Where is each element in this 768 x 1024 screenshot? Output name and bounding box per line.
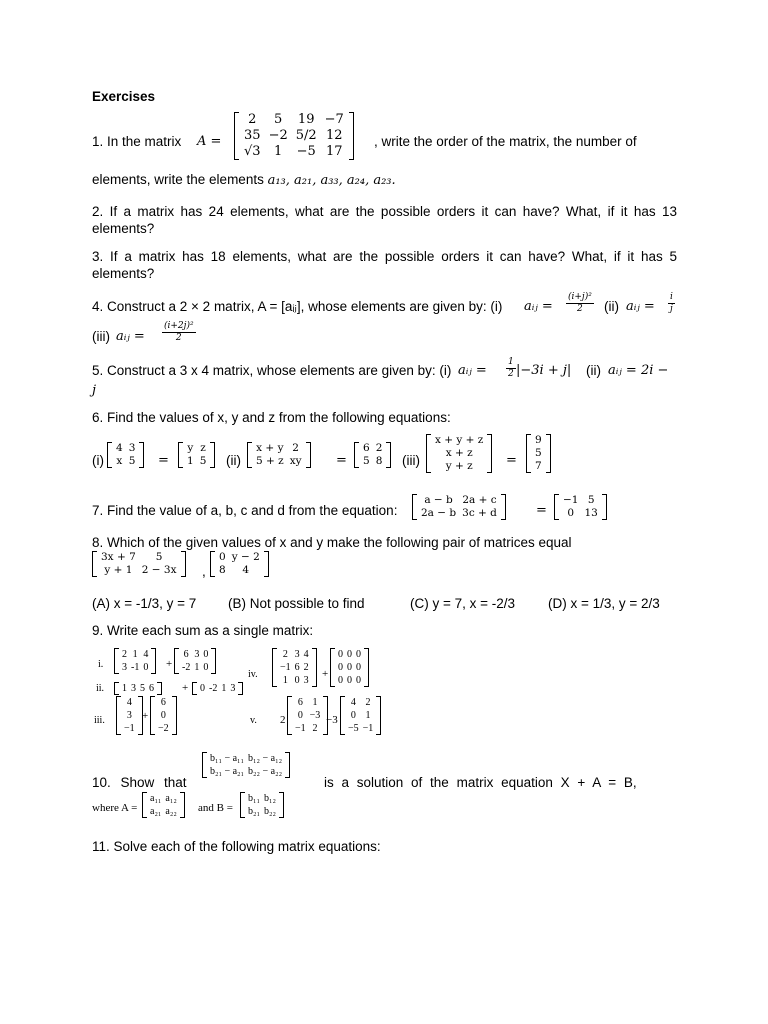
matrix-cell: 2 [303,662,309,673]
matrix-cell: y + z [445,460,473,472]
matrix-cell: 0 [219,551,226,563]
matrix-cell: 0 [143,662,149,673]
matrix-cell: 2 [375,442,383,454]
matrix-cell: 0 [347,675,352,686]
q4-i-fraction [566,292,594,315]
q4-i-lhs: aᵢⱼ = [524,299,553,314]
matrix-cell: 3 [122,662,127,673]
matrix-cell: 2 [282,649,288,660]
matrix-cell: −1 [563,494,579,506]
matrix-cell: z [200,442,206,454]
q9-iii-matrix-b [150,696,177,735]
matrix-cell: 5 [128,455,136,467]
q9-v-matrix-a [287,696,328,735]
q4-iii-denominator: 2 [175,333,182,343]
matrix-cell: 4 [116,442,123,454]
q1-suffix: , write the order of the matrix, the number of [374,134,637,149]
matrix-cell: 3 [230,682,236,694]
q4-ii-fraction [668,292,675,315]
matrix-cell: −2 [158,723,169,734]
matrix-cell: b₂₂ − a₂₂ [248,766,283,777]
q6-ii-label: (ii) [226,453,241,468]
option-d: (D) x = 1/3, y = 2/3 [548,596,660,611]
matrix-cell: 19 [297,112,315,127]
matrix-cell: 3 [294,649,300,660]
matrix-cell: 7 [535,460,542,472]
matrix-cell: 0 [347,649,352,660]
matrix-cell: 5 [155,551,163,563]
matrix-cell: a₁₂ [165,793,177,804]
matrix-cell: −1 [362,723,374,734]
matrix-cell: 0 [294,675,300,686]
q9-i-label: i. [98,659,104,670]
matrix-cell: −3 [309,710,321,721]
question-8-matrices [92,551,677,585]
matrix-cell: xy [289,455,302,467]
matrix-cell: 2 [248,112,257,127]
question-4 [92,292,677,352]
q6-i-label: (i) [92,453,104,468]
question-6: 6. Find the values of x, y and z from the following equations: [92,410,451,425]
matrix-cell: x + z [445,447,473,459]
q9-v-label: v. [250,715,257,726]
matrix-cell: 0 [203,649,209,660]
matrix-cell: 35 [244,128,261,143]
q4-iii-lhs: aᵢⱼ = [116,329,145,344]
question-11: 11. Solve each of the following matrix equations: [92,839,381,854]
matrix-cell: 1 [221,682,227,694]
question-5 [92,358,677,398]
matrix-cell: y + 1 [104,564,133,576]
matrix-cell: 4 [126,697,132,708]
matrix-cell: 1 [274,144,283,159]
matrix-cell: 5 [535,447,542,459]
q9-iii-matrix-a [116,696,143,735]
q9-iv-matrix-a [272,648,317,687]
option-a: (A) x = -1/3, y = 7 [92,596,197,611]
q6-iii-label: (iii) [402,453,420,468]
q5-i-fraction [506,357,516,380]
question-9-sums [92,646,677,742]
matrix-cell: 3 [128,442,136,454]
q9-ii-matrix-b [192,682,243,695]
q10-suffix: is a solution of the matrix equation X + A = B, [324,775,637,790]
q5-i-numerator: 1 [508,357,514,367]
matrix-cell: −5 [348,723,359,734]
matrix-cell: 8 [375,455,383,467]
matrix-cell: b₂₁ [248,806,260,817]
q9-iv-plus: + [322,668,329,680]
matrix-cell: 5 [140,682,145,694]
q4-iii-label: (iii) [92,329,110,344]
q4-ii-lhs: aᵢⱼ = [626,299,655,314]
matrix-cell: 1 [365,710,371,721]
matrix-cell: 8 [219,564,226,576]
matrix-cell: 1 [282,675,288,686]
q7-text: 7. Find the value of a, b, c and d from the equation: [92,503,398,518]
question-8-options [92,595,677,612]
matrix-cell: b₂₂ [263,806,276,817]
matrix-cell: 4 [303,649,309,660]
matrix-cell: -2 [209,682,218,694]
matrix-cell: b₁₂ − a₁₂ [248,753,283,764]
q4-ii-denominator: j [670,304,673,314]
matrix-cell: -2 [182,662,191,673]
matrix-cell: √3 [244,144,261,159]
question-7 [92,492,677,528]
matrix-cell: 0 [200,682,205,694]
matrix-cell: 0 [160,710,166,721]
matrix-cell: 0 [356,662,361,673]
q5-i-rhs: |−3i + j| [516,363,572,378]
matrix-cell: 12 [325,128,343,143]
matrix-cell: 5 [199,455,207,467]
q5-i-lhs: aᵢⱼ = [458,363,487,378]
matrix-cell: 6 [160,697,166,708]
matrix-cell: 0 [338,675,343,686]
q6-iii-right-matrix [526,434,551,473]
q4-text: 4. Construct a 2 × 2 matrix, A = [aᵢⱼ], whose elements are given by: (i) [92,299,503,314]
q4-i-denominator: 2 [577,304,583,314]
q10-matrix-A [142,792,185,818]
q7-equals: = [536,503,547,518]
matrix-cell: x + y [256,442,284,454]
matrix-cell: 4 [350,697,356,708]
matrix-cell: y − 2 [231,551,260,563]
q6-i-left-matrix [107,442,144,468]
matrix-cell: 6 [149,682,154,694]
matrix-cell: 3 [126,710,132,721]
q6-i-right-matrix [178,442,215,468]
matrix-cell: 3 [131,682,136,694]
matrix-cell: 5 + z [256,455,284,467]
q8-separator: , [202,564,206,579]
option-b: (B) Not possible to find [228,596,365,611]
matrix-cell: a₁₁ [150,793,162,804]
matrix-cell: −2 [268,128,288,143]
q10-where: where A = [92,802,138,814]
matrix-cell: 0 [203,662,209,673]
q8-second-matrix [210,551,269,577]
q10-and: and B = [198,802,233,814]
question-9: 9. Write each sum as a single matrix: [92,623,314,638]
matrix-cell: a₂₁ [150,806,162,817]
matrix-cell: −1 [280,662,291,673]
matrix-cell: a − b [424,494,453,506]
q9-iv-label: iv. [248,669,258,680]
question-1-line2 [92,171,677,189]
q9-iv-matrix-b [330,648,369,687]
matrix-cell: −5 [296,144,316,159]
q9-i-plus: + [166,658,173,670]
question-6-equations [92,434,677,486]
matrix-A [234,112,354,160]
q4-iii-numerator: (i+2j)² [164,321,194,331]
matrix-cell: 5 [274,112,283,127]
matrix-cell: 6 [294,662,300,673]
question-1 [92,112,677,170]
q7-right-matrix [554,494,607,520]
matrix-cell: 1 [187,455,194,467]
q1-elements: a₁₃, a₂₁, a₃₃, a₂₄, a₂₃. [267,173,396,188]
matrix-cell: 0 [297,710,303,721]
matrix-cell: −1 [295,723,306,734]
matrix-cell: −1 [124,723,135,734]
matrix-cell: 0 [356,649,361,660]
matrix-cell: 2 [365,697,371,708]
q6-ii-right-matrix [354,442,391,468]
q5-i-denominator: 2 [508,369,514,379]
matrix-cell: 4 [242,564,250,576]
q1-matrix [234,112,354,160]
matrix-cell: 0 [567,507,575,519]
q9-v-matrix-b [340,696,381,735]
matrix-cell: 6 [297,697,303,708]
q4-iii-fraction [162,321,196,344]
matrix-cell: 3 [194,649,200,660]
q10-text: 10. Show that [92,775,187,790]
matrix-cell: 0 [356,675,361,686]
matrix-cell: 2 − 3x [141,564,177,576]
matrix-cell: 2a − b [421,507,457,519]
matrix-cell: 0 [338,662,343,673]
q1-line2: elements, write the elements [92,172,268,187]
q9-v-scalar: 2 [280,714,286,726]
q9-i-matrix-b [174,648,216,674]
question-8: 8. Which of the given values of x and y make the following pair of matrices equal [92,535,572,550]
q10-matrix-B [240,792,284,818]
q1-lhs: A = [197,134,222,149]
q4-ii-label: (ii) [604,299,619,314]
q9-ii-plus: + [182,682,189,694]
matrix-cell: 9 [535,434,542,446]
matrix-cell: 3x + 7 [101,551,136,563]
question-2: 2. If a matrix has 24 elements, what are the possible orders it can have? What, if it has 13 elements? [92,204,677,236]
q9-iii-label: iii. [94,715,105,726]
question-10 [92,752,677,826]
matrix-cell: x + y + z [435,434,484,446]
matrix-cell: 2 [292,442,299,454]
q6-ii-equals: = [336,453,347,468]
matrix-cell: 3 [303,675,309,686]
matrix-cell: 1 [312,697,318,708]
q9-v-operator: −3 [326,714,338,726]
matrix-cell: y [187,442,194,454]
matrix-cell: 2 [312,723,318,734]
matrix-cell: 4 [143,649,149,660]
question-3: 3. If a matrix has 18 elements, what are the possible orders it can have? What, if it has 5 elements? [92,249,677,281]
q5-text: 5. Construct a 3 x 4 matrix, whose elements are given by: (i) [92,363,452,378]
matrix-cell: 3c + d [462,507,497,519]
matrix-cell: 13 [584,507,598,519]
matrix-cell: b₁₁ − a₁₁ [210,753,245,764]
option-c: (C) y = 7, x = -2/3 [410,596,516,611]
matrix-cell: 1 [132,649,138,660]
matrix-cell: a₂₂ [165,806,177,817]
matrix-cell: −7 [324,112,344,127]
q6-ii-left-matrix [247,442,311,468]
matrix-cell: 5 [587,494,595,506]
q5-ii-expr: aᵢⱼ = 2i − [608,363,669,378]
page-title: Exercises [92,89,156,104]
q7-left-matrix [412,494,506,520]
matrix-cell: 0 [350,710,356,721]
q5-ii-label: (ii) [586,363,601,378]
q1-prefix: 1. In the matrix [92,134,182,149]
q4-i-numerator: (i+j)² [568,292,592,302]
matrix-cell: 2 [122,649,127,660]
q9-ii-matrix-a [114,682,162,695]
q6-iii-equals: = [506,453,517,468]
matrix-cell: 1 [122,682,127,694]
q6-i-equals: = [158,453,169,468]
matrix-cell: b₁₂ [263,793,276,804]
matrix-cell: 0 [338,649,343,660]
q10-solution-matrix [202,752,290,778]
q5-line2: j [92,383,97,398]
matrix-cell: 6 [363,442,370,454]
matrix-cell: x [116,455,123,467]
matrix-cell: b₁₁ [248,793,260,804]
matrix-cell: 0 [347,662,352,673]
matrix-cell: b₂₁ − a₂₁ [210,766,245,777]
q9-iii-plus: + [142,710,149,722]
matrix-cell: 5/2 [295,128,317,143]
matrix-cell: -1 [131,662,140,673]
q4-ii-numerator: i [670,292,673,302]
q6-iii-left-matrix [426,434,492,473]
matrix-cell: 2a + c [462,494,497,506]
matrix-cell: 5 [363,455,370,467]
q8-first-matrix [92,551,186,577]
matrix-cell: 6 [183,649,189,660]
matrix-cell: 1 [194,662,200,673]
q9-i-matrix-a [114,648,156,674]
matrix-cell: 17 [325,144,343,159]
q9-ii-label: ii. [96,683,105,694]
